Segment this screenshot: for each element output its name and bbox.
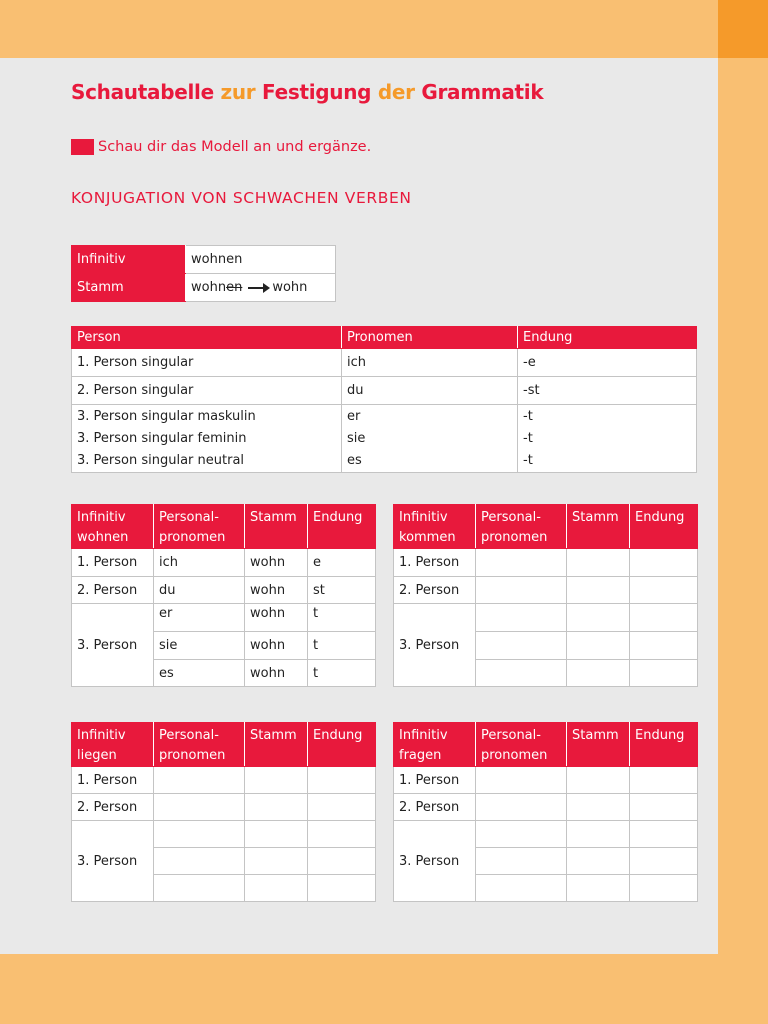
person-cell: 3. Person [394, 604, 476, 687]
table-row [72, 821, 376, 848]
header-person: Person [72, 327, 342, 349]
pronomen-cell: sie [154, 632, 245, 660]
stamm-cell: wohn [245, 632, 308, 660]
person-cell: 1. Person [72, 549, 154, 577]
header-stamm: Stamm [567, 505, 630, 549]
answer-cell[interactable] [308, 875, 376, 902]
person-cell: 2. Person [394, 577, 476, 604]
header-endung: Endung [518, 327, 697, 349]
answer-cell[interactable] [476, 549, 567, 577]
header-pronomen: Pronomen [342, 327, 518, 349]
stamm-from-ending: en [226, 280, 243, 295]
endung-cell: st [308, 577, 376, 604]
header-personalpronomen [476, 505, 567, 549]
person-cell: 3. Person [72, 821, 154, 902]
conjugation-table-fragen [393, 722, 698, 902]
person-cell: 2. Person [72, 794, 154, 821]
stamm-cell: wohn [245, 604, 308, 632]
person-cell: 1. Person [394, 549, 476, 577]
endung-line: -t [523, 452, 533, 468]
answer-cell[interactable] [308, 794, 376, 821]
table-row [72, 405, 697, 473]
stamm-value [186, 274, 336, 302]
answer-cell[interactable] [154, 767, 245, 794]
verb-label: kommen [399, 530, 456, 545]
header-infinitiv [394, 505, 476, 549]
title-part-highlight: zur [220, 80, 256, 104]
instruction-text: Schau dir das Modell an und ergänze. [98, 139, 372, 155]
table-row [72, 349, 697, 377]
answer-cell[interactable] [476, 660, 567, 687]
arrow-right-icon [248, 287, 268, 289]
title-part: Grammatik [414, 80, 544, 104]
header-personalpronomen [154, 505, 245, 549]
header-label: Infinitiv [399, 510, 448, 525]
conjugation-table-kommen [393, 504, 698, 687]
header-stamm: Stamm [245, 723, 308, 767]
stamm-to: wohn [272, 280, 308, 295]
endung-line: -t [523, 408, 533, 424]
header-endung: Endung [630, 723, 698, 767]
answer-cell[interactable] [567, 875, 630, 902]
header-label: pronomen [159, 748, 226, 763]
person-cell: 2. Person singular [72, 377, 342, 405]
endung-cell: -st [518, 377, 697, 405]
answer-cell[interactable] [630, 821, 698, 848]
answer-cell[interactable] [567, 848, 630, 875]
header-endung: Endung [308, 505, 376, 549]
header-label: Infinitiv [77, 510, 126, 525]
answer-cell[interactable] [630, 604, 698, 632]
header-personalpronomen [476, 723, 567, 767]
verb-label: fragen [399, 748, 442, 763]
header-label: pronomen [481, 748, 548, 763]
pronomen-cell: du [342, 377, 518, 405]
header-personalpronomen [154, 723, 245, 767]
person-cell: 1. Person singular [72, 349, 342, 377]
person-cell: 3. Person [394, 821, 476, 902]
pronomen-cell: es [154, 660, 245, 687]
person-cell: 3. Person [72, 604, 154, 687]
table-row [394, 577, 698, 604]
endung-cell [518, 405, 697, 473]
table-row [394, 767, 698, 794]
header-infinitiv [394, 723, 476, 767]
stem-table [71, 245, 336, 302]
answer-cell[interactable] [245, 848, 308, 875]
header-infinitiv [72, 723, 154, 767]
pronomen-cell: ich [154, 549, 245, 577]
endings-table [71, 326, 697, 473]
table-row [72, 377, 697, 405]
answer-cell[interactable] [567, 632, 630, 660]
answer-cell[interactable] [630, 848, 698, 875]
verb-label: wohnen [77, 530, 129, 545]
table-row [394, 604, 698, 632]
answer-cell[interactable] [245, 821, 308, 848]
answer-cell[interactable] [476, 767, 567, 794]
header-label: Personal- [159, 728, 219, 743]
stamm-cell: wohn [245, 577, 308, 604]
person-line: 3. Person singular maskulin [77, 408, 256, 424]
endung-line: -t [523, 430, 533, 446]
answer-cell[interactable] [476, 821, 567, 848]
answer-cell[interactable] [308, 821, 376, 848]
stamm-label: Stamm [72, 274, 186, 302]
table-row [72, 794, 376, 821]
header-endung: Endung [308, 723, 376, 767]
answer-cell[interactable] [154, 821, 245, 848]
answer-cell[interactable] [567, 577, 630, 604]
person-line: 3. Person singular feminin [77, 430, 247, 446]
infinitiv-value: wohnen [186, 246, 336, 274]
answer-cell[interactable] [567, 794, 630, 821]
answer-cell[interactable] [154, 794, 245, 821]
verb-label: liegen [77, 748, 117, 763]
answer-cell[interactable] [630, 875, 698, 902]
endung-cell: t [308, 632, 376, 660]
header-label: pronomen [481, 530, 548, 545]
answer-cell[interactable] [476, 632, 567, 660]
answer-cell[interactable] [630, 577, 698, 604]
header-label: Infinitiv [399, 728, 448, 743]
answer-cell[interactable] [476, 604, 567, 632]
table-row [72, 549, 376, 577]
section-heading: KONJUGATION VON SCHWACHEN VERBEN [71, 189, 412, 207]
answer-cell[interactable] [476, 848, 567, 875]
person-cell: 1. Person [394, 767, 476, 794]
table-row [394, 549, 698, 577]
header-label: pronomen [159, 530, 226, 545]
title-part: Festigung [255, 80, 378, 104]
person-cell: 2. Person [72, 577, 154, 604]
pronomen-line: sie [347, 430, 366, 446]
header-label: Personal- [481, 510, 541, 525]
endung-cell: -e [518, 349, 697, 377]
answer-cell[interactable] [630, 794, 698, 821]
endung-cell: t [308, 604, 376, 632]
table-row [72, 577, 376, 604]
title-part: Schautabelle [71, 80, 221, 104]
infinitiv-label: Infinitiv [72, 246, 186, 274]
answer-cell[interactable] [154, 875, 245, 902]
pronomen-cell [342, 405, 518, 473]
pronomen-line: er [347, 408, 361, 424]
header-endung: Endung [630, 505, 698, 549]
conjugation-table-liegen [71, 722, 376, 902]
answer-cell[interactable] [245, 875, 308, 902]
answer-cell[interactable] [476, 577, 567, 604]
pronomen-line: es [347, 452, 362, 468]
header-stamm: Stamm [245, 505, 308, 549]
header-label: Infinitiv [77, 728, 126, 743]
table-row [394, 821, 698, 848]
stamm-cell: wohn [245, 660, 308, 687]
answer-cell[interactable] [154, 848, 245, 875]
answer-cell[interactable] [245, 767, 308, 794]
answer-cell[interactable] [308, 848, 376, 875]
stamm-from-stem: wohn [191, 280, 227, 295]
header-label: Personal- [481, 728, 541, 743]
answer-cell[interactable] [308, 767, 376, 794]
answer-cell[interactable] [567, 549, 630, 577]
answer-cell[interactable] [630, 632, 698, 660]
person-cell: 2. Person [394, 794, 476, 821]
header-infinitiv [72, 505, 154, 549]
answer-cell[interactable] [567, 821, 630, 848]
endung-cell: e [308, 549, 376, 577]
pronomen-cell: ich [342, 349, 518, 377]
title-part-highlight: der [377, 80, 415, 104]
pronomen-cell: du [154, 577, 245, 604]
answer-cell[interactable] [630, 660, 698, 687]
person-line: 3. Person singular neutral [77, 452, 245, 468]
answer-cell[interactable] [476, 794, 567, 821]
header-stamm: Stamm [567, 723, 630, 767]
answer-cell[interactable] [567, 604, 630, 632]
person-cell: 1. Person [72, 767, 154, 794]
answer-cell[interactable] [567, 660, 630, 687]
header-label: Personal- [159, 510, 219, 525]
instruction [71, 139, 371, 155]
answer-cell[interactable] [245, 794, 308, 821]
table-row [394, 794, 698, 821]
corner-accent [718, 0, 768, 58]
answer-cell[interactable] [476, 875, 567, 902]
answer-cell[interactable] [567, 767, 630, 794]
page-title [71, 80, 543, 104]
answer-cell[interactable] [630, 549, 698, 577]
table-row [72, 767, 376, 794]
instruction-marker-icon [71, 139, 94, 155]
table-row [72, 604, 376, 632]
person-cell [72, 405, 342, 473]
stamm-cell: wohn [245, 549, 308, 577]
pronomen-cell: er [154, 604, 245, 632]
endung-cell: t [308, 660, 376, 687]
answer-cell[interactable] [630, 767, 698, 794]
conjugation-table-wohnen [71, 504, 376, 687]
